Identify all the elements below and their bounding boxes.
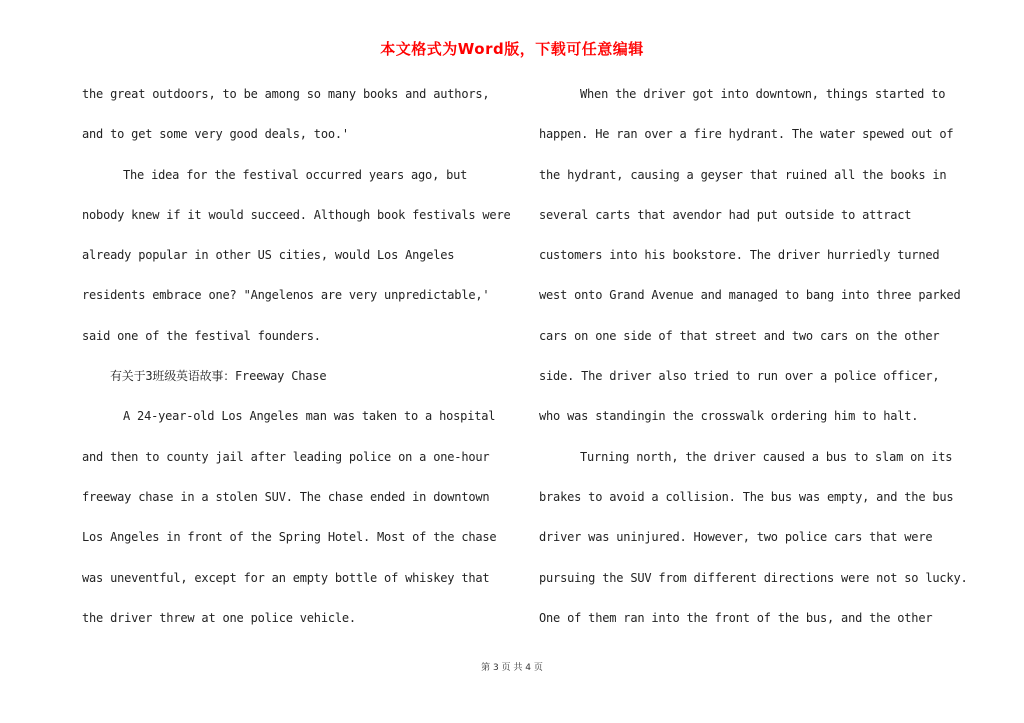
text-line: and to get some very good deals, too.' — [82, 127, 349, 142]
text-line: Turning north, the driver caused a bus to slam on its — [580, 449, 953, 464]
text-line: Los Angeles in front of the Spring Hotel. Most of the chase — [82, 530, 497, 545]
text-line: freeway chase in a stolen SUV. The chase ended in downtown — [82, 489, 490, 504]
text-line: the driver threw at one police vehicle. — [82, 610, 356, 625]
text-line: the great outdoors, to be among so many books and authors, — [82, 87, 490, 101]
right-column — [539, 80, 969, 644]
text-line: was uneventful, except for an empty bottle of whiskey that — [82, 570, 490, 585]
text-line: pursuing the SUV from different directions were not so lucky. — [539, 570, 968, 585]
section-heading: 有关于3班级英语故事：Freeway Chase — [110, 369, 327, 384]
text-line: several carts that avendor had put outside to attract — [539, 207, 912, 222]
text-line: happen. He ran over a fire hydrant. The water spewed out of — [539, 127, 954, 142]
text-line: side. The driver also tried to run over a police officer, — [539, 369, 940, 384]
text-line: brakes to avoid a collision. The bus was empty, and the bus — [539, 489, 954, 504]
text-line: customers into his bookstore. The driver hurriedly turned — [539, 248, 940, 263]
text-line: already popular in other US cities, would Los Angeles — [82, 248, 455, 263]
text-line: driver was uninjured. However, two police cars that were — [539, 530, 933, 545]
text-line: and then to county jail after leading police on a one-hour — [82, 449, 490, 464]
text-line: The idea for the festival occurred years ago, but — [123, 167, 468, 182]
text-line: One of them ran into the front of the bus, and the other — [539, 610, 933, 625]
text-line: nobody knew if it would succeed. Although book festivals were — [82, 207, 511, 222]
text-line: cars on one side of that street and two cars on the other — [539, 328, 940, 343]
text-line: residents embrace one? "Angelenos are very unpredictable,' — [82, 288, 490, 303]
text-line: the hydrant, causing a geyser that ruined all the books in — [539, 167, 947, 182]
page-indicator: 第 3 页 共 4 页 — [481, 663, 543, 673]
document-banner: 本文格式为Word版，下载可任意编辑 — [380, 40, 644, 58]
left-column — [82, 80, 522, 644]
text-line: west onto Grand Avenue and managed to bang into three parked — [539, 288, 961, 303]
text-line: said one of the festival founders. — [82, 328, 321, 343]
text-line: When the driver got into downtown, things started to — [580, 87, 946, 101]
text-line: A 24-year-old Los Angeles man was taken to a hospital — [123, 409, 496, 424]
text-line: who was standingin the crosswalk ordering him to halt. — [539, 409, 919, 424]
